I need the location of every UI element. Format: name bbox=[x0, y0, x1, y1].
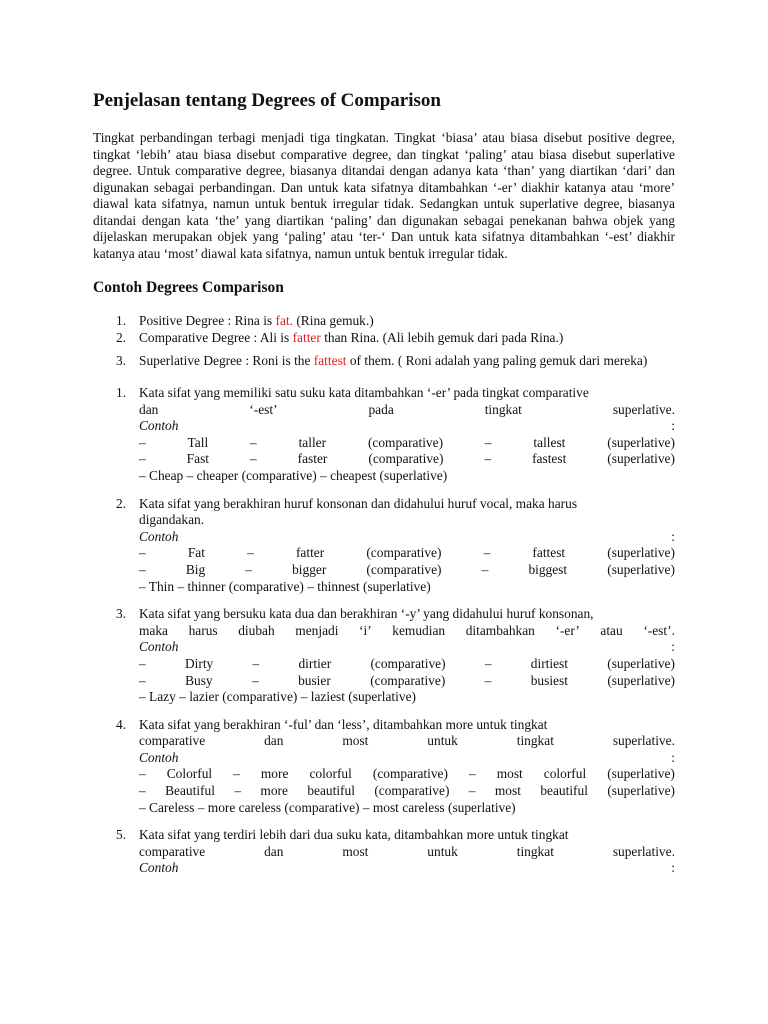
word: – bbox=[139, 655, 146, 671]
word: most bbox=[496, 766, 523, 782]
word: colorful bbox=[309, 766, 352, 782]
example-row bbox=[139, 673, 675, 690]
contoh-label: Contoh bbox=[139, 639, 179, 655]
word: more bbox=[260, 766, 289, 782]
word: tingkat bbox=[516, 733, 554, 749]
word: dan bbox=[139, 401, 159, 417]
contoh-colon: : bbox=[671, 528, 675, 544]
word: – bbox=[252, 655, 260, 671]
word: atau bbox=[600, 622, 623, 638]
word: – bbox=[484, 655, 492, 671]
example-row-summary: – Lazy – lazier (comparative) – laziest (superlative) bbox=[139, 689, 416, 705]
word: most bbox=[342, 733, 369, 749]
word: dirtier bbox=[298, 655, 332, 671]
rule-description-end bbox=[139, 844, 675, 861]
word: Fat bbox=[187, 545, 205, 561]
word: – bbox=[233, 766, 240, 782]
word: colorful bbox=[543, 766, 587, 782]
word: (comparative) bbox=[368, 451, 444, 467]
example-row-summary: – Careless – more careless (comparative) – most careless (superlative) bbox=[139, 799, 516, 815]
rules-list bbox=[93, 385, 675, 877]
contoh-line bbox=[139, 750, 675, 767]
word: (superlative) bbox=[607, 434, 675, 450]
word: (comparative) bbox=[372, 766, 448, 782]
word: bigger bbox=[292, 561, 327, 577]
word: ditambahkan bbox=[465, 622, 535, 638]
contoh-label: Contoh bbox=[139, 418, 179, 434]
example-row bbox=[139, 545, 675, 562]
contoh-label: Contoh bbox=[139, 860, 179, 876]
word: kemudian bbox=[392, 622, 446, 638]
word: untuk bbox=[427, 843, 458, 859]
word: – bbox=[245, 561, 252, 577]
word: – bbox=[252, 672, 259, 688]
word: – bbox=[139, 561, 146, 577]
degree-examples-list bbox=[93, 312, 675, 369]
highlight-word: fat. bbox=[275, 313, 293, 328]
word: Big bbox=[185, 561, 206, 577]
item-number: 2. bbox=[116, 495, 127, 511]
word: fattest bbox=[532, 545, 566, 561]
word: taller bbox=[298, 434, 327, 450]
list-item: 3. Superlative Degree : Roni is the fattest of them. ( Roni adalah yang paling gemuk dari mereka) bbox=[116, 353, 648, 368]
example-row bbox=[139, 766, 675, 783]
word: dan bbox=[264, 843, 284, 859]
item-number: 5. bbox=[116, 827, 127, 843]
word: Dirty bbox=[184, 655, 214, 671]
word: busiest bbox=[530, 672, 568, 688]
word: superlative. bbox=[612, 733, 675, 749]
list-item: 2. Comparative Degree : Ali is fatter than Rina. (Ali lebih gemuk dari pada Rina.) bbox=[116, 330, 564, 345]
word: – bbox=[468, 783, 476, 799]
word: Busy bbox=[185, 672, 213, 688]
word: – bbox=[484, 451, 492, 467]
word: – bbox=[249, 451, 257, 467]
word: biggest bbox=[528, 561, 568, 577]
word: – bbox=[481, 561, 489, 577]
rule-description: Kata sifat yang memiliki satu suku kata ditambahkan ‘-er’ pada tingkat comparative bbox=[139, 385, 589, 400]
list-item: 1. Positive Degree : Rina is fat. (Rina gemuk.) bbox=[116, 313, 374, 328]
rule-description: Kata sifat yang berakhiran ‘-ful’ dan ‘less’, ditambahkan more untuk tingkat bbox=[139, 716, 548, 732]
word: (superlative) bbox=[607, 451, 675, 467]
item-number: 3. bbox=[116, 606, 127, 622]
item-number: 1. bbox=[116, 385, 127, 400]
contoh-line bbox=[139, 639, 675, 656]
word: busier bbox=[298, 672, 331, 688]
word: (superlative) bbox=[607, 545, 675, 561]
word: – bbox=[468, 766, 476, 782]
word: (comparative) bbox=[366, 561, 442, 577]
example-row bbox=[139, 435, 675, 452]
word: Beautiful bbox=[165, 783, 215, 799]
example-row bbox=[139, 783, 675, 800]
example-row bbox=[139, 562, 675, 579]
word: – bbox=[483, 545, 491, 561]
word: – bbox=[139, 451, 146, 467]
word: comparative bbox=[139, 733, 206, 749]
word: Tall bbox=[187, 434, 209, 450]
list-item bbox=[93, 385, 675, 485]
word: (comparative) bbox=[366, 545, 442, 561]
word: diubah bbox=[238, 622, 275, 638]
word: superlative. bbox=[612, 843, 675, 859]
word: – bbox=[484, 672, 492, 688]
word: maka bbox=[139, 622, 168, 638]
word: – bbox=[484, 434, 492, 450]
rule-description: Kata sifat yang terdiri lebih dari dua suku kata, ditambahkan more untuk tingkat bbox=[139, 827, 569, 843]
word: – bbox=[139, 545, 146, 561]
word: – bbox=[247, 545, 254, 561]
word: (comparative) bbox=[367, 434, 444, 450]
word: ‘-est’ bbox=[249, 401, 278, 417]
page-title: Penjelasan tentang Degrees of Comparison bbox=[93, 90, 441, 111]
highlight-word: fatter bbox=[292, 330, 321, 345]
example-row-summary: – Cheap – cheaper (comparative) – cheapest (superlative) bbox=[139, 467, 448, 483]
word: (comparative) bbox=[370, 655, 446, 671]
contoh-line bbox=[139, 418, 675, 435]
rule-description-end bbox=[139, 623, 675, 640]
word: dirtiest bbox=[530, 655, 568, 671]
contoh-line bbox=[139, 860, 675, 877]
rule-description-end: digandakan. bbox=[139, 512, 205, 528]
word: superlative. bbox=[612, 401, 675, 417]
word: pada bbox=[368, 401, 394, 417]
word: ‘i’ bbox=[359, 622, 372, 638]
document-page bbox=[93, 88, 675, 888]
word: (superlative) bbox=[607, 655, 675, 671]
rule-description: Kata sifat yang bersuku kata dua dan berakhiran ‘-y’ yang didahului huruf konsonan, bbox=[139, 606, 594, 622]
contoh-colon: : bbox=[671, 639, 675, 655]
word: – bbox=[139, 434, 146, 450]
word: ‘-er’ bbox=[555, 622, 580, 638]
word: most bbox=[342, 843, 369, 859]
rule-description-end bbox=[139, 733, 675, 750]
word: (superlative) bbox=[607, 783, 675, 799]
rule-description-end bbox=[139, 402, 675, 419]
word: fastest bbox=[532, 451, 567, 467]
word: – bbox=[250, 434, 257, 450]
word: harus bbox=[188, 622, 218, 638]
word: faster bbox=[297, 451, 328, 467]
word: beautiful bbox=[540, 783, 588, 799]
list-item bbox=[93, 606, 675, 706]
word: beautiful bbox=[307, 783, 355, 799]
list-item bbox=[93, 827, 675, 877]
word: more bbox=[260, 783, 288, 799]
example-row-summary: – Thin – thinner (comparative) – thinnest (superlative) bbox=[139, 578, 431, 594]
word: menjadi bbox=[295, 622, 339, 638]
contoh-line bbox=[139, 529, 675, 546]
word: tallest bbox=[533, 434, 566, 450]
word: Fast bbox=[186, 451, 209, 467]
word: (comparative) bbox=[374, 783, 450, 799]
word: tingkat bbox=[484, 401, 522, 417]
example-row bbox=[139, 451, 675, 468]
item-number: 4. bbox=[116, 716, 127, 732]
word: dan bbox=[264, 733, 284, 749]
word: (superlative) bbox=[607, 561, 675, 577]
contoh-colon: : bbox=[671, 860, 675, 876]
rule-description: Kata sifat yang berakhiran huruf konsonan dan didahului huruf vocal, maka harus bbox=[139, 495, 578, 511]
word: (comparative) bbox=[370, 672, 446, 688]
list-item bbox=[93, 496, 675, 596]
word: (superlative) bbox=[607, 672, 675, 688]
contoh-colon: : bbox=[671, 749, 675, 765]
intro-paragraph: Tingkat perbandingan terbagi menjadi tiga tingkatan. Tingkat ‘biasa’ atau biasa disebut positive degree, tingkat ‘lebih’ atau biasa disebut comparative degree, dan tingkat ‘paling’ atau biasa disebut superlative degree. Untuk comparative degree, biasanya ditandai dengan adanya kata ‘than’ yang diartikan ‘dari’ dan digunakan sebagai perbandingan. Dan untuk kata sifatnya ditambahkan ‘-er’ diakhir katanya atau ‘more’ diawal kata sifatnya, namun untuk bentuk irregular tidak. Sedangkan untuk superlative degree, biasanya ditandai dengan kata ‘the’ yang diartikan ‘paling’ dan digunakan sebagai penekanan bahwa objek yang dijelaskan merupakan objek yang ‘paling’ atau ‘ter-‘ Dan untuk kata sifatnya ditambahkan ‘-est’ diakhir katanya atau ‘most’ diawal kata sifatnya, namun untuk bentuk irregular tidak. bbox=[93, 130, 675, 261]
word: untuk bbox=[427, 733, 458, 749]
word: ‘-est’. bbox=[643, 622, 675, 638]
highlight-word: fattest bbox=[313, 353, 347, 368]
word: most bbox=[494, 783, 521, 799]
word: – bbox=[139, 766, 146, 782]
word: – bbox=[139, 783, 146, 799]
section-subtitle: Contoh Degrees Comparison bbox=[93, 279, 284, 296]
contoh-label: Contoh bbox=[139, 528, 179, 544]
list-item bbox=[93, 717, 675, 817]
word: comparative bbox=[139, 843, 206, 859]
contoh-colon: : bbox=[671, 418, 675, 434]
example-row bbox=[139, 656, 675, 673]
contoh-label: Contoh bbox=[139, 749, 179, 765]
word: fatter bbox=[295, 545, 325, 561]
word: – bbox=[234, 783, 242, 799]
word: – bbox=[139, 672, 146, 688]
word: tingkat bbox=[516, 843, 554, 859]
word: (superlative) bbox=[607, 766, 675, 782]
word: Colorful bbox=[166, 766, 213, 782]
